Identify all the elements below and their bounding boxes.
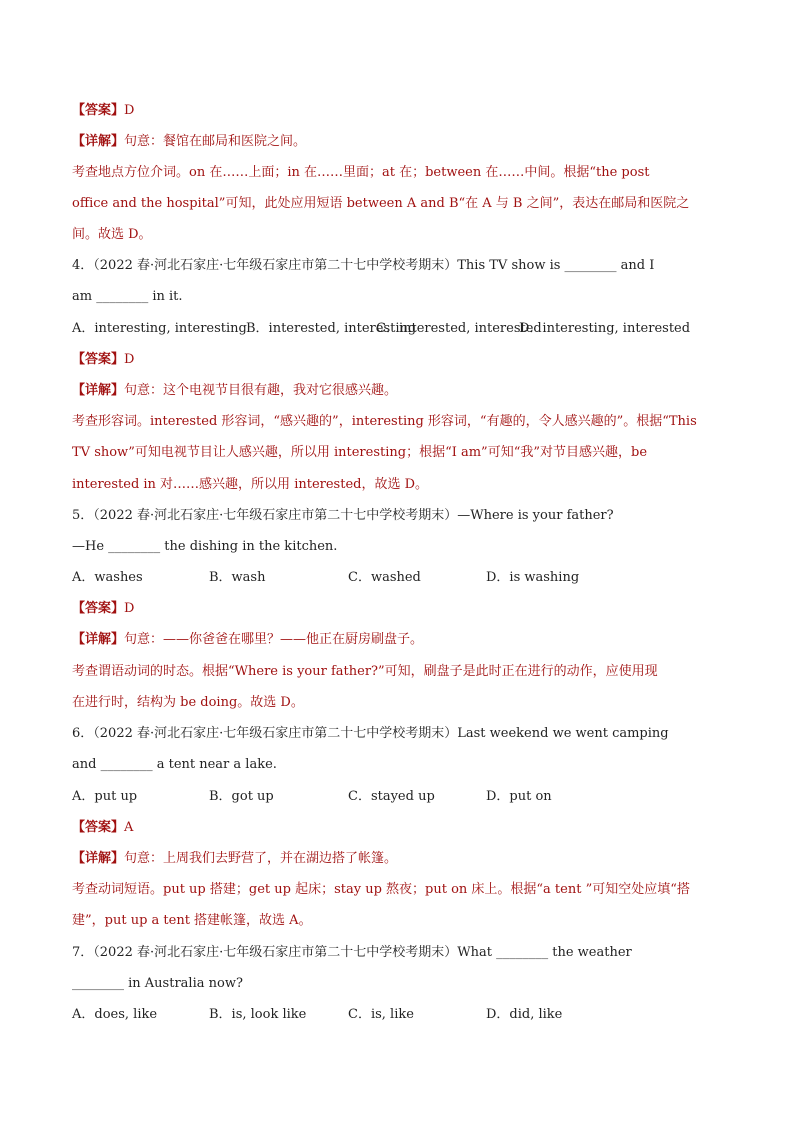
option-b[interactable]: B．got up [209,789,274,804]
option-c[interactable]: C．interested, interested [376,321,542,336]
option-d[interactable]: D．put on [486,789,552,804]
answer-value: D [124,601,135,616]
detail-text: 句意：这个电视节目很有趣，我对它很感兴趣。 [124,383,398,398]
question-stem: 4．（2022 春·河北石家庄·七年级石家庄市第二十七中学校考期末）This TV show is ________ and I [72,258,655,273]
detail-text: 句意：餐馆在邮局和医院之间。 [124,134,307,149]
detail-text: 句意：上周我们去野营了，并在湖边搭了帐篷。 [124,851,398,866]
question-stem: 5．（2022 春·河北石家庄·七年级石家庄市第二十七中学校考期末）—Where is your father? [72,508,614,523]
explanation-line: 考查形容词。interested 形容词，“感兴趣的”，interesting 形容词，“有趣的，令人感兴趣的”。根据“This [72,414,697,429]
option-d[interactable]: D．is washing [486,570,580,585]
explanation-line: 考查地点方位介词。on 在……上面；in 在……里面；at 在；between 在……中间。根据“the post [72,165,650,180]
explanation-line: 间。故选 D。 [72,227,152,242]
explanation-line: 建”，put up a tent 搭建帐篷，故选 A。 [72,913,312,928]
option-b[interactable]: B．is, look like [209,1007,307,1022]
answer-line [72,103,134,119]
question-stem: 6．（2022 春·河北石家庄·七年级石家庄市第二十七中学校考期末）Last weekend we went camping [72,726,669,741]
option-a[interactable]: A．interesting, interesting [72,321,247,336]
option-a[interactable]: A．put up [72,789,138,804]
question-stem: am ________ in it. [72,289,183,304]
explanation-line: office and the hospital”可知，此处应用短语 between A and B“在 A 与 B 之间”，表达在邮局和医院之 [72,196,690,211]
explanation-line: interested in 对……感兴趣，所以用 interested，故选 D。 [72,477,429,492]
answer-line [72,352,134,368]
detail-text: 句意：——你爸爸在哪里？——他正在厨房刷盘子。 [124,632,424,647]
option-a[interactable]: A．does, like [72,1007,158,1022]
question-stem: —He ________ the dishing in the kitchen. [72,539,338,554]
question-stem: ________ in Australia now? [72,976,243,991]
explanation-line: 考查动词短语。put up 搭建；get up 起床；stay up 熬夜；put on 床上。根据“a tent ”可知空处应填“搭 [72,882,690,897]
question-stem: 7．（2022 春·河北石家庄·七年级石家庄市第二十七中学校考期末）What ________ the weather [72,945,632,960]
option-c[interactable]: C．is, like [348,1007,414,1022]
detail-line [72,383,397,399]
explanation-line: 考查谓语动词的时态。根据“Where is your father?”可知，刷盘子是此时正在进行的动作，应使用现 [72,664,658,679]
answer-line [72,820,133,836]
question-stem: and ________ a tent near a lake. [72,757,277,772]
detail-line [72,851,397,867]
answer-tag: 【答案】 [72,820,125,835]
answer-value: D [124,103,135,118]
answer-value: A [124,820,134,835]
answer-tag: 【答案】 [72,103,125,118]
option-d[interactable]: D．interesting, interested [519,321,691,336]
detail-tag: 【详解】 [72,851,125,866]
detail-tag: 【详解】 [72,632,125,647]
option-b[interactable]: B．wash [209,570,266,585]
detail-line [72,134,306,150]
option-a[interactable]: A．washes [72,570,143,585]
option-d[interactable]: D．did, like [486,1007,563,1022]
detail-line [72,632,423,648]
answer-value: D [124,352,135,367]
explanation-line: TV show”可知电视节目让人感兴趣，所以用 interesting；根据“I am”可知“我”对节目感兴趣，be [72,445,648,460]
option-c[interactable]: C．washed [348,570,421,585]
option-c[interactable]: C．stayed up [348,789,435,804]
answer-line [72,601,134,617]
explanation-line: 在进行时，结构为 be doing。故选 D。 [72,695,304,710]
detail-tag: 【详解】 [72,383,125,398]
option-b[interactable]: B．interested, interesting [246,321,417,336]
answer-tag: 【答案】 [72,601,125,616]
detail-tag: 【详解】 [72,134,125,149]
answer-tag: 【答案】 [72,352,125,367]
